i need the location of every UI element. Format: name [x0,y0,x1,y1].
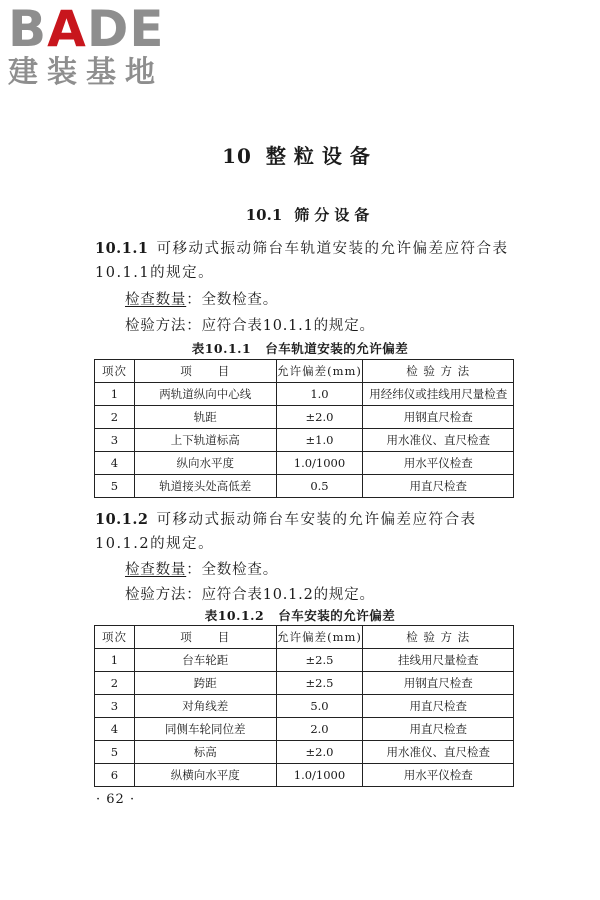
table-row [95,452,514,475]
clause-10-1-1 [95,237,525,285]
table-cell: 跨距 [134,672,276,695]
table-cell: 4 [95,718,135,741]
table-cell: 1.0 [276,383,363,406]
table-cell: 用水准仪、直尺检查 [363,741,514,764]
logo-subtitle: 建装基地 [8,55,164,90]
table-cell: ±2.0 [276,741,363,764]
table-cell: 用水平仪检查 [363,452,514,475]
clause-number: 10.1.1 [95,240,149,257]
table-cell: 用钢直尺检查 [363,672,514,695]
chapter-title: 10 整粒设备 [222,144,378,168]
table-row [95,718,514,741]
clause-text: 可移动式振动筛台车安装的允许偏差应符合表10.1.2的规定。 [95,512,477,552]
table-header-row [95,626,514,649]
check-quantity-1: 检查数量：全数检查。 [125,292,279,308]
table-cell: ±2.0 [276,406,363,429]
header-cell: 项次 [95,626,135,649]
table-cell: 轨距 [134,406,276,429]
table-cell: 用水准仪、直尺检查 [363,429,514,452]
header-cell: 项 目 [134,360,276,383]
header-cell: 项次 [95,360,135,383]
table-row [95,475,514,498]
table-cell: 用直尺检查 [363,475,514,498]
table-cell: ±1.0 [276,429,363,452]
header-cell: 检 验 方 法 [363,626,514,649]
header-cell: 允许偏差(mm) [276,626,363,649]
table-row [95,741,514,764]
clause-text: 可移动式振动筛台车轨道安装的允许偏差应符合表10.1.1的规定。 [95,241,509,281]
table-cell: 2 [95,406,135,429]
bade-logo [8,0,183,90]
table-row [95,672,514,695]
table-cell: 纵横向水平度 [134,764,276,787]
deviation-table-2 [94,625,514,787]
table-cell: 1.0/1000 [276,764,363,787]
table-row [95,383,514,406]
table-cell: 6 [95,764,135,787]
table-caption-2: 表10.1.2 台车安装的允许偏差 [204,608,396,623]
table-cell: 用钢直尺检查 [363,406,514,429]
table-cell: 用直尺检查 [363,718,514,741]
table-cell: 用水平仪检查 [363,764,514,787]
logo-wordmark: BADE [8,0,165,58]
table-cell: 上下轨道标高 [134,429,276,452]
table-cell: 对角线差 [134,695,276,718]
table-cell: 同侧车轮同位差 [134,718,276,741]
table-header-row [95,360,514,383]
deviation-table-1 [94,359,514,498]
table-cell: 0.5 [276,475,363,498]
table-cell: 标高 [134,741,276,764]
table-caption-1: 表10.1.1 台车轨道安装的允许偏差 [191,341,409,356]
table-cell: 2.0 [276,718,363,741]
table-row [95,695,514,718]
table-cell: 用直尺检查 [363,695,514,718]
table-cell: 轨道接头处高低差 [134,475,276,498]
table-cell: 1 [95,383,135,406]
table-cell: 3 [95,695,135,718]
table-cell: 两轨道纵向中心线 [134,383,276,406]
header-cell: 项 目 [134,626,276,649]
header-cell: 允许偏差(mm) [276,360,363,383]
table-cell: 1.0/1000 [276,452,363,475]
clause-number: 10.1.2 [95,511,149,528]
table-cell: 5 [95,741,135,764]
check-method-2: 检验方法：应符合表10.1.2的规定。 [125,587,375,603]
table-cell: 4 [95,452,135,475]
check-method-1: 检验方法：应符合表10.1.1的规定。 [125,318,375,334]
table-cell: 3 [95,429,135,452]
table-cell: 2 [95,672,135,695]
table-cell: 1 [95,649,135,672]
table-cell: 5.0 [276,695,363,718]
page-number: · 62 · [96,792,136,807]
table-row [95,406,514,429]
table-cell: 5 [95,475,135,498]
table-row [95,429,514,452]
table-cell: 纵向水平度 [134,452,276,475]
table-cell: 挂线用尺量检查 [363,649,514,672]
table-cell: 用经纬仪或挂线用尺量检查 [363,383,514,406]
check-quantity-2: 检查数量：全数检查。 [125,562,279,578]
table-row [95,649,514,672]
table-cell: ±2.5 [276,649,363,672]
header-cell: 检 验 方 法 [363,360,514,383]
table-cell: 台车轮距 [134,649,276,672]
table-cell: ±2.5 [276,672,363,695]
table-row [95,764,514,787]
clause-10-1-2 [95,508,525,556]
section-title: 10.1 筛分设备 [245,206,375,224]
